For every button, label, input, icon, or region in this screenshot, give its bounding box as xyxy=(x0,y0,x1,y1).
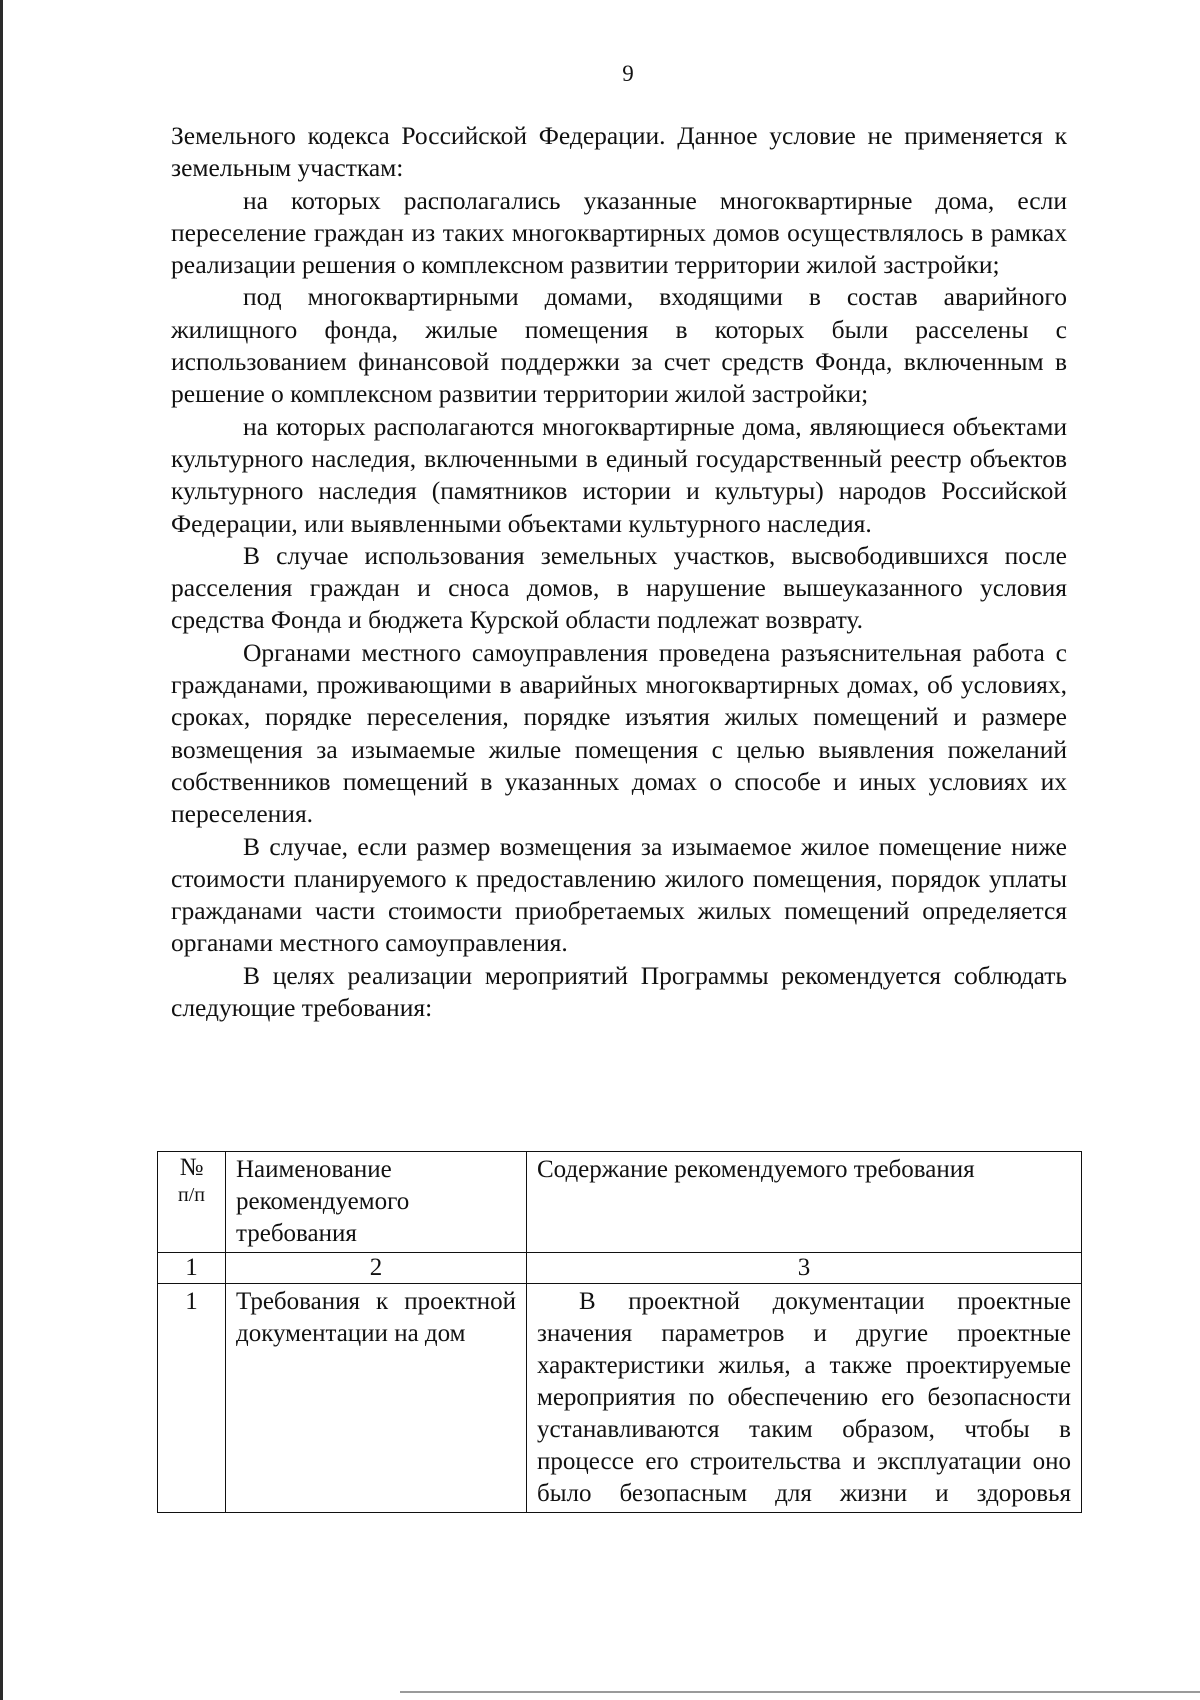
column-number-row xyxy=(158,1253,1082,1284)
bottom-scan-line xyxy=(400,1691,1200,1693)
paragraph: под многоквартирными домами, входящими в состав аварийного жилищного фонда, жилые помещения в которых были расселены с использованием финансовой поддержки за счет средств Фонда, включенным в решение о комплексном развитии территории жилой застройки; xyxy=(171,282,1067,409)
header-content-cell: Содержание рекомендуемого требования xyxy=(527,1152,1082,1253)
header-number-cell xyxy=(158,1152,226,1253)
paragraph: Земельного кодекса Российской Федерации. Данное условие не применяется к земельным участкам: xyxy=(171,121,1067,183)
requirement-name-cell: Требования к проектной документации на дом xyxy=(226,1284,527,1513)
paragraph: В случае использования земельных участков, высвободившихся после расселения граждан и сноса домов, в нарушение вышеуказанного условия средства Фонда и бюджета Курской области подлежат возврату. xyxy=(171,540,1067,635)
paragraph: В целях реализации мероприятий Программы рекомендуется соблюдать следующие требования: xyxy=(171,960,1067,1023)
column-number: 3 xyxy=(527,1253,1082,1284)
header-name-cell: Наименование рекомендуемого требования xyxy=(226,1152,527,1253)
column-number: 1 xyxy=(158,1253,226,1284)
paragraph: Органами местного самоуправления проведена разъяснительная работа с гражданами, проживающими в аварийных многоквартирных домах, об условиях, сроках, порядке переселения, порядке изъятия жилых помещений и размере возмещения за изымаемые жилые помещения с целью выявления пожеланий собственников помещений в указанных домах о способе и иных условиях их переселения. xyxy=(171,637,1067,829)
page-number: 9 xyxy=(622,61,634,86)
paragraph: на которых располагались указанные многоквартирные дома, если переселение граждан из таких многоквартирных домов осуществлялось в рамках реализации решения о комплексном развитии территории жилой застройки; xyxy=(171,185,1067,280)
number-subscript: п/п xyxy=(178,1184,205,1206)
document-body xyxy=(171,120,1067,1024)
requirements-table xyxy=(157,1151,1082,1513)
column-number: 2 xyxy=(226,1253,527,1284)
row-number-cell: 1 xyxy=(158,1284,226,1513)
paragraph: В случае, если размер возмещения за изымаемое жилое помещение ниже стоимости планируемого к предоставлению жилого помещения, порядок уплаты гражданами части стоимости приобретаемых жилых помещений определяется органами местного самоуправления. xyxy=(171,831,1067,958)
table-header-row xyxy=(158,1152,1082,1253)
paragraph: на которых располагаются многоквартирные дома, являющиеся объектами культурного наследия, включенными в единый государственный реестр объектов культурного наследия (памятников истории и культуры) народов Российской Федерации, или выявленными объектами культурного наследия. xyxy=(171,411,1067,538)
table-row xyxy=(158,1284,1082,1513)
scan-edge-shadow xyxy=(0,0,3,1700)
number-sign: № xyxy=(179,1154,204,1181)
requirement-content-cell: В проектной документации проектные значения параметров и другие проектные характеристики жилья, а также проектируемые мероприятия по обеспечению его безопасности устанавливаются таким образом, чтобы в процессе его строительства и эксплуатации оно было безопасным для жизни и здоровья xyxy=(527,1284,1082,1513)
